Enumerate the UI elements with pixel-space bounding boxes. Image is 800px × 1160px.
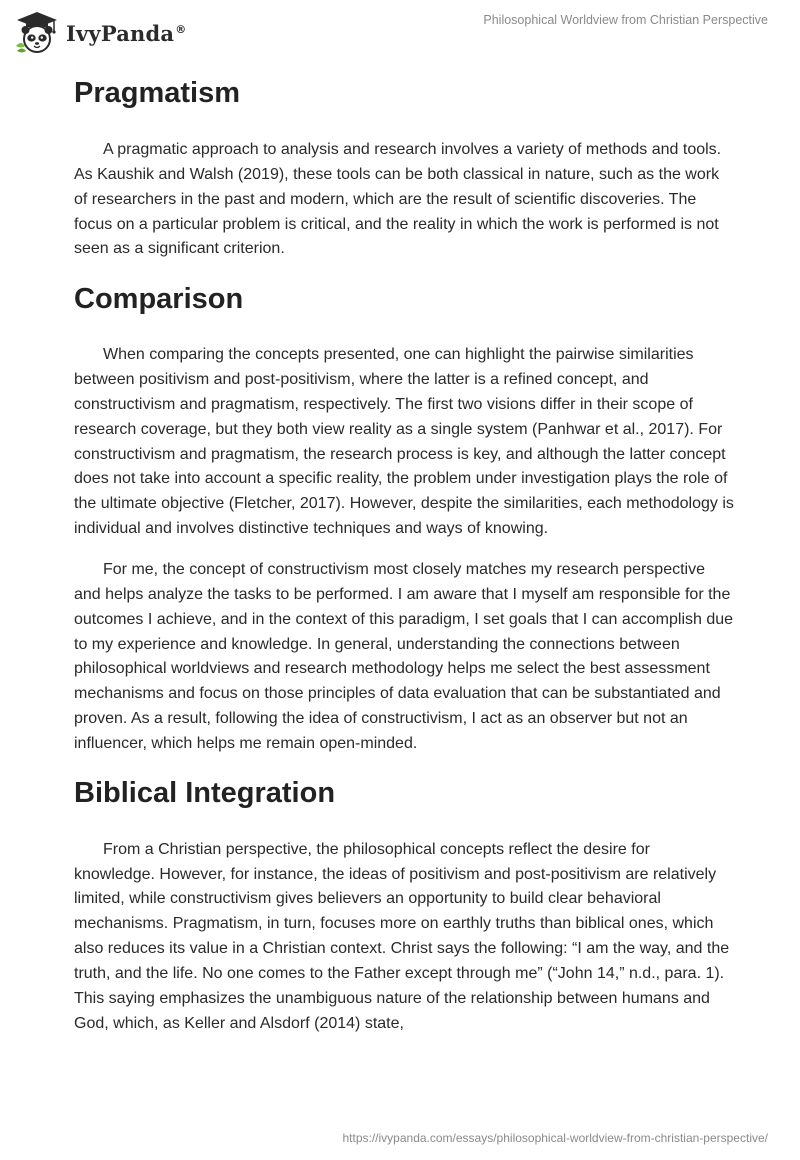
paragraph: A pragmatic approach to analysis and research involves a variety of methods and tools. As Kaushik and Walsh (2019), these tools can be both classical in nature, such as the work of researchers in the past and modern, which are the result of scientific discoveries. The focus on a particular problem is critical, and the reality in which the work is performed is not seen as a significant criterion. (74, 141, 722, 258)
panda-graduate-icon (14, 10, 60, 54)
brand-name: IvyPanda® (66, 20, 187, 46)
section-heading: Biblical Integration (74, 776, 336, 809)
paragraph: When comparing the concepts presented, one can highlight the pairwise similarities between positivism and post-positivism, where the latter is a refined concept, and constructivism and pragmatism, respectively. The first two visions differ in their scope of research coverage, but they both view reality as a single system (Panhwar et al., 2017). For constructivism and pragmatism, the research process is key, and although the latter concept does not take into account a specific reality, the problem under investigation plays the role of the ultimate objective (Fletcher, 2017). However, despite the similarities, each methodology is individual and involves distinctive techniques and ways of knowing. (74, 346, 734, 538)
section-biblical-integration (74, 773, 734, 1037)
ivypanda-logo[interactable] (14, 8, 186, 56)
paragraph: For me, the concept of constructivism most closely matches my research perspective and helps analyze the tasks to be performed. I am aware that I myself am responsible for the outcomes I achieve, and in the context of this paradigm, I set goals that I can accomplish due to my experience and knowledge. In general, understanding the connections between philosophical worldviews and research methodology helps me select the best assessment mechanisms and focus on those principles of data evaluation that can be substantiated and proven. As a result, following the idea of constructivism, I act as an observer but not an influencer, which helps me remain open-minded. (74, 560, 734, 752)
registered-mark: ® (175, 22, 187, 36)
essay-content (74, 70, 734, 1036)
section-heading: Pragmatism (74, 77, 241, 109)
source-url[interactable]: https://ivypanda.com/essays/philosophical-worldview-from-christian-perspective/ (342, 1131, 768, 1145)
section-heading: Comparison (74, 283, 244, 316)
section-comparison (74, 279, 734, 757)
paragraph: From a Christian perspective, the philosophical concepts reflect the desire for knowledge. However, for instance, the ideas of positivism and post-positivism are relatively limited, while constructivism gives believers an opportunity to build clear behavioral mechanisms. Pragmatism, in turn, focuses more on earthly truths than biblical ones, which also reduces its value in a Christian context. Christ says the following: “I am the way, and the truth, and the life. No one comes to the Father except through me” (“John 14,” n.d., para. 1). This saying emphasizes the unambiguous nature of the relationship between humans and God, which, as Keller and Alsdorf (2014) state, (74, 840, 730, 1032)
page-header (0, 0, 800, 60)
document-title: Philosophical Worldview from Christian Perspective (483, 13, 768, 27)
section-pragmatism (74, 73, 734, 262)
